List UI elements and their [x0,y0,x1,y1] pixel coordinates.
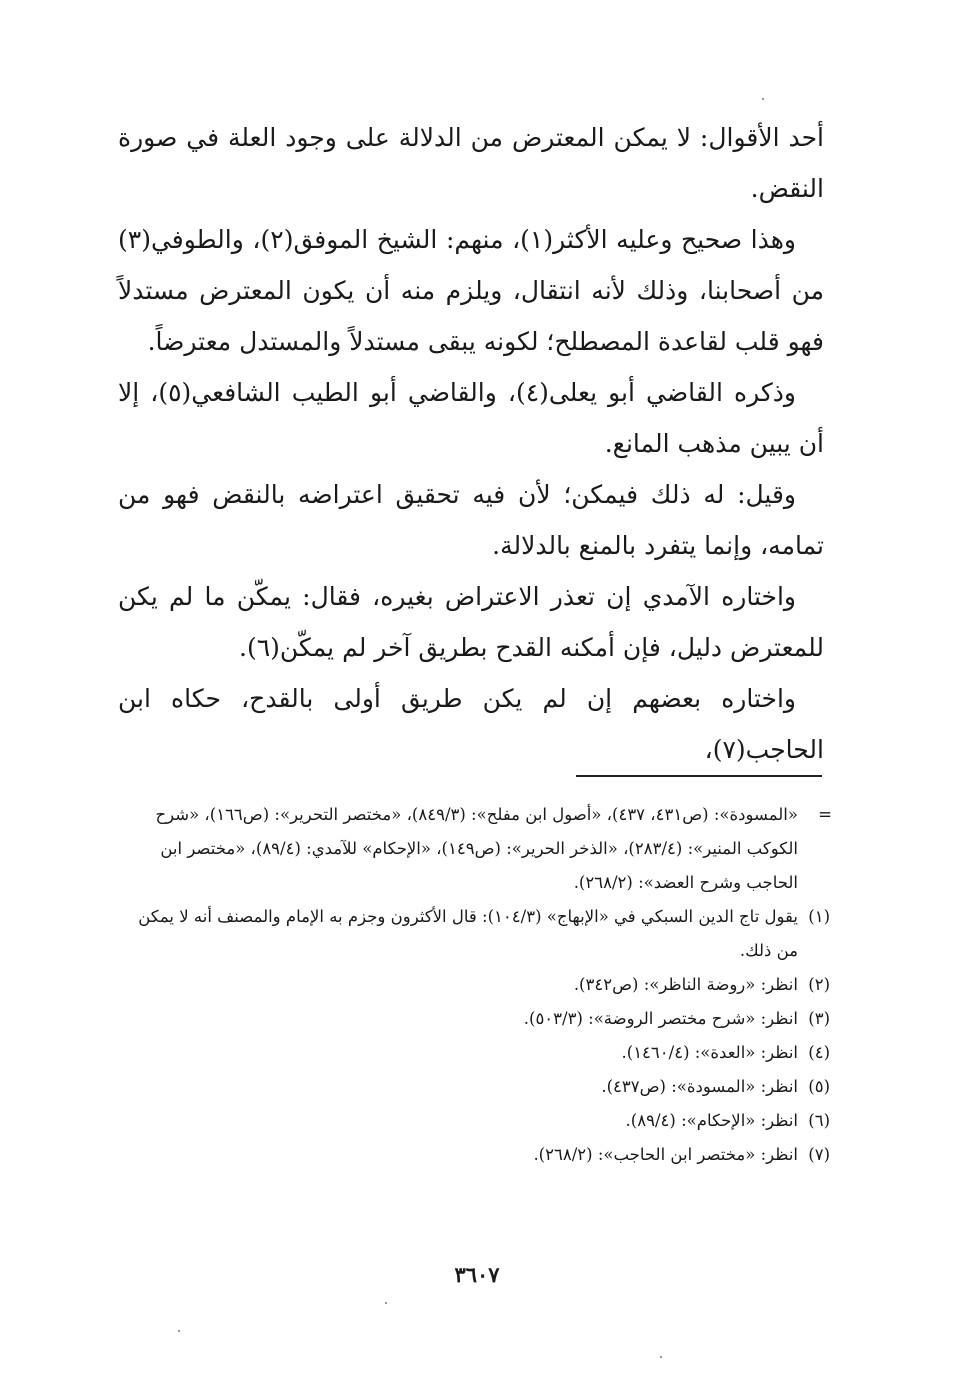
footnotes [124,798,834,1172]
footnote-text: انظر: «الإحكام»: (٨٩/٤). [625,1111,798,1130]
footnote-3 [124,1002,834,1036]
paragraph-5: واختاره الآمدي إن تعذر الاعتراض بغيره، فقال: يمكّن ما لم يكن للمعترض دليل، فإن أمكنه القدح بطريق آخر لم يمكّن(٦). [118,582,824,662]
footnote-number: (٣) [808,1009,830,1028]
scan-speck [178,1330,180,1332]
footnote-text: يقول تاج الدين السبكي في «الإبهاج» (١٠٤/٣): قال الأكثرون وجزم به الإمام والمصنف أنه لا يمكن من ذلك. [138,907,798,960]
page-number: ٣٦٠٧ [454,1262,500,1287]
main-text [118,112,824,775]
footnote-text: انظر: «العدة»: (١٤٦٠/٤). [621,1043,798,1062]
footnote-text: انظر: «المسودة»: (ص٤٣٧). [601,1077,798,1096]
footnote-number: (٦) [808,1111,830,1130]
paragraph-2: وهذا صحيح وعليه الأكثر(١)، منهم: الشيخ الموفق(٢)، والطوفي(٣) من أصحابنا، وذلك لأنه انتقال، ويلزم منه أن يكون المعترض مستدلاً فهو قلب لقاعدة المصطلح؛ لكونه يبقى مستدلاً والمستدل معترضاً. [118,225,824,356]
footnote-number: (٢) [808,975,830,994]
footnote-4 [124,1036,834,1070]
paragraph-1: أحد الأقوال: لا يمكن المعترض من الدلالة على وجود العلة في صورة النقض. [118,123,824,203]
footnote-number: (٥) [808,1077,830,1096]
paragraph-4: وقيل: له ذلك فيمكن؛ لأن فيه تحقيق اعتراضه بالنقض فهو من تمامه، وإنما يتفرد بالمنع بالدلالة. [118,480,824,560]
footnote-number: (٤) [808,1043,830,1062]
scan-speck [660,1356,662,1358]
footnote-separator [576,775,822,777]
footnote-5 [124,1070,834,1104]
paragraph-3: وذكره القاضي أبو يعلى(٤)، والقاضي أبو الطيب الشافعي(٥)، إلا أن يبين مذهب المانع. [118,378,824,458]
continuation-mark: = [818,805,832,824]
continuation-text: «المسودة»: (ص٤٣١، ٤٣٧)، «أصول ابن مفلح»: (٨٤٩/٣)، «مختصر التحرير»: (ص١٦٦)، «شرح الكوكب المنير»: (٢٨٣/٤)، «الذخر الحرير»: (ص١٤٩)، «الإحكام» للآمدي: (٨٩/٤)، «مختصر ابن الحاجب وشرح العضد»: (٢٦٨/٢). [155,805,798,892]
scan-speck [762,98,764,100]
footnote-number: (٧) [808,1145,830,1164]
footnote-text: انظر: «روضة الناظر»: (ص٣٤٢). [573,975,798,994]
footnote-7 [124,1138,834,1172]
footnote-continuation [124,798,834,900]
footnote-number: (١) [808,907,830,926]
footnote-text: انظر: «مختصر ابن الحاجب»: (٢٦٨/٢). [533,1145,798,1164]
paragraph-6: واختاره بعضهم إن لم يكن طريق أولى بالقدح، حكاه ابن الحاجب(٧)، [118,684,824,764]
footnote-6 [124,1104,834,1138]
footnote-text: انظر: «شرح مختصر الروضة»: (٥٠٣/٣). [523,1009,798,1028]
scan-speck [385,1302,387,1304]
footnote-2 [124,968,834,1002]
footnote-1 [124,900,834,968]
